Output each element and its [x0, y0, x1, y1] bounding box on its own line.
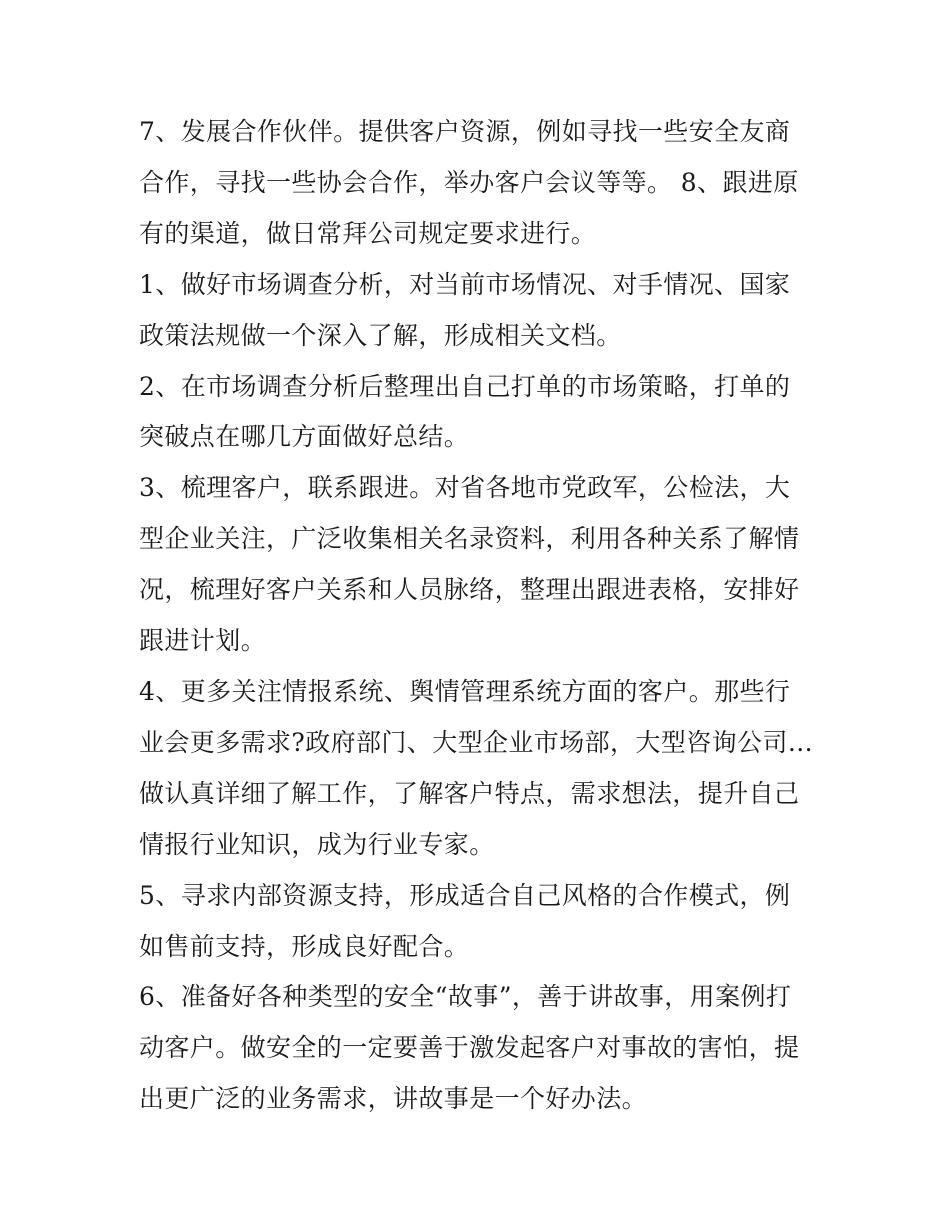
paragraph-3-customer-followup: 3、梳理客户，联系跟进。对省各地市党政军，公检法，大型企业关注，广泛收集相关名录资料，利用各种关系了解情况，梳理好客户关系和人员脉络，整理出跟进表格，安排好跟进计划。 [139, 473, 800, 656]
paragraph-6-security-stories: 6、准备好各种类型的安全“故事”，善于讲故事，用案例打动客户。做安全的一定要善于激发起客户对事故的害怕，提出更广泛的业务需求，讲故事是一个好办法。 [139, 982, 800, 1114]
paragraph-7-partners: 7、发展合作伙伴。提供客户资源，例如寻找一些安全友商合作，寻找一些协会合作，举办客户会议等等。 8、跟进原有的渠道，做日常拜公司规定要求进行。 [139, 117, 799, 248]
paragraph-4-intelligence-systems: 4、更多关注情报系统、舆情管理系统方面的客户。那些行业会更多需求?政府部门、大型企业市场部，大型咨询公司…做认真详细了解工作，了解客户特点，需求想法，提升自己情报行业知识，成为行业专家。 [139, 676, 814, 859]
document-body [139, 107, 814, 1125]
paragraph-5-internal-support: 5、寻求内部资源支持，形成适合自己风格的合作模式，例如售前支持，形成良好配合。 [139, 880, 791, 961]
paragraph-1-market-research: 1、做好市场调查分析，对当前市场情况、对手情况、国家政策法规做一个深入了解，形成相关文档。 [139, 269, 791, 350]
paragraph-2-market-strategy: 2、在市场调查分析后整理出自己打单的市场策略，打单的突破点在哪几方面做好总结。 [139, 371, 791, 452]
